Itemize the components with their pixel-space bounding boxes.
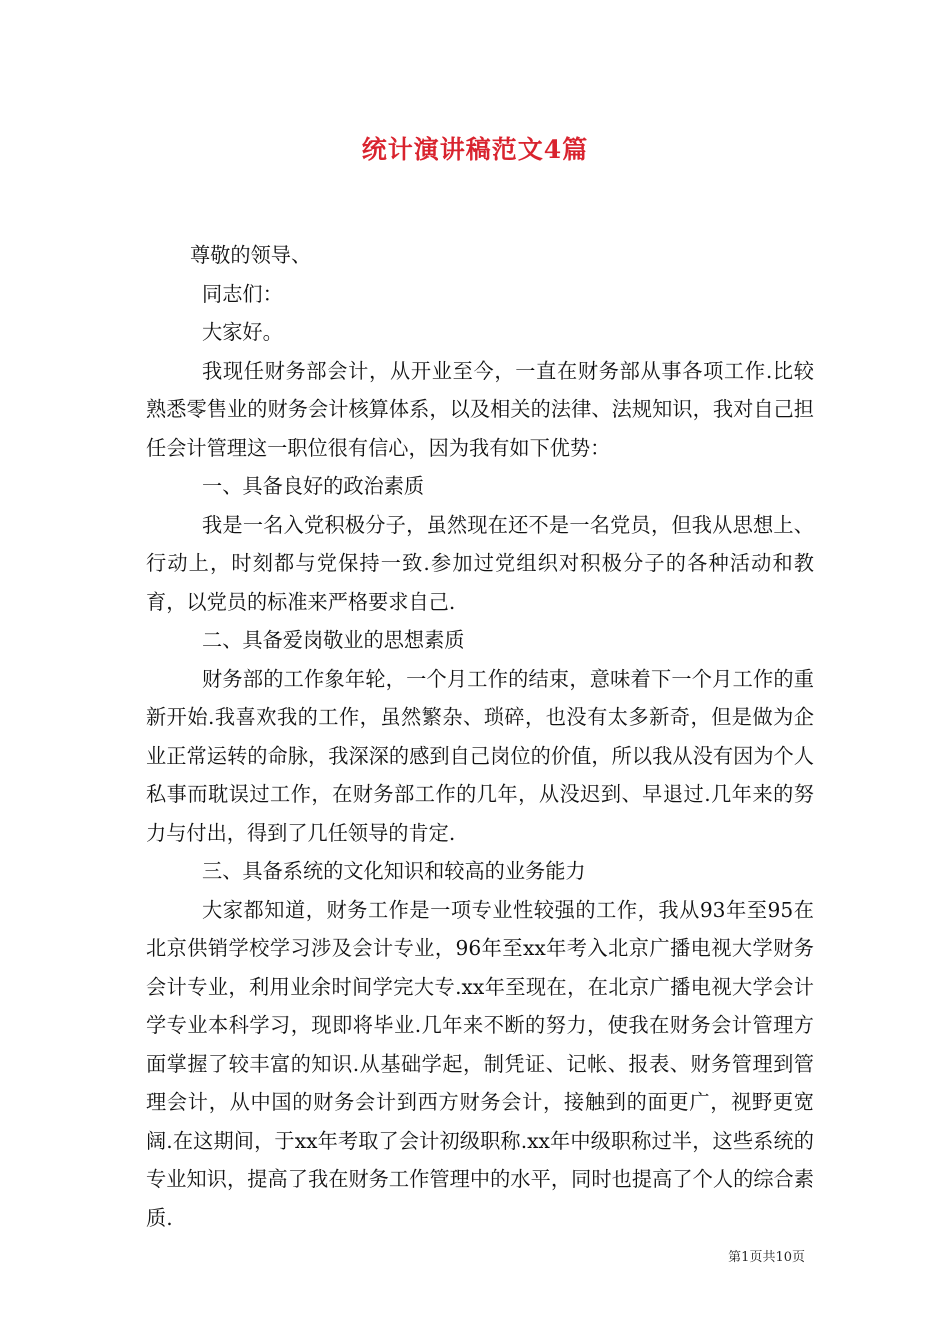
greeting: 大家好。 <box>202 320 283 344</box>
document-title: 统计演讲稿范文4篇 <box>361 135 589 164</box>
section-heading-2: 二、具备爱岗敬业的思想素质 <box>202 628 465 652</box>
page-number-footer: 第1页共10页 <box>728 1250 805 1265</box>
salutation-line-1: 尊敬的领导、 <box>190 243 312 267</box>
section-heading-1: 一、具备良好的政治素质 <box>202 474 425 498</box>
section-paragraph-1: 我是一名入党积极分子，虽然现在还不是一名党员，但我从思想上、行动上，时刻都与党保持一致.参加过党组织对积极分子的各种活动和教育，以党员的标准来严格要求自己. <box>146 512 814 614</box>
section-paragraph-2: 财务部的工作象年轮，一个月工作的结束，意味着下一个月工作的重新开始.我喜欢我的工作，虽然繁杂、琐碎，也没有太多新奇，但是做为企业正常运转的命脉，我深深的感到自己岗位的价值，所以我从没有因为个人私事而耽误过工作，在财务部工作的几年，从没迟到、早退过.几年来的努力与付出，得到了几任领导的肯定. <box>146 666 814 845</box>
section-paragraph-3: 大家都知道，财务工作是一项专业性较强的工作，我从93年至95在北京供销学校学习涉及会计专业，96年至xx年考入北京广播电视大学财务会计专业，利用业余时间学完大专.xx年至现在，在北京广播电视大学会计学专业本科学习，现即将毕业.几年来不断的努力，使我在财务会计管理方面掌握了较丰富的知识.从基础学起，制凭证、记帐、报表、财务管理到管理会计，从中国的财务会计到西方财务会计，接触到的面更广，视野更宽阔.在这期间，于xx年考取了会计初级职称.xx年中级职称过半，这些系统的专业知识，提高了我在财务工作管理中的水平，同时也提高了个人的综合素质. <box>146 897 814 1230</box>
intro-paragraph: 我现任财务部会计，从开业至今，一直在财务部从事各项工作.比较熟悉零售业的财务会计核算体系，以及相关的法律、法规知识，我对自己担任会计管理这一职位很有信心，因为我有如下优势： <box>146 358 814 460</box>
salutation-line-2: 同志们： <box>202 281 283 306</box>
document-body <box>146 236 814 1237</box>
section-heading-3: 三、具备系统的文化知识和较高的业务能力 <box>202 859 586 883</box>
